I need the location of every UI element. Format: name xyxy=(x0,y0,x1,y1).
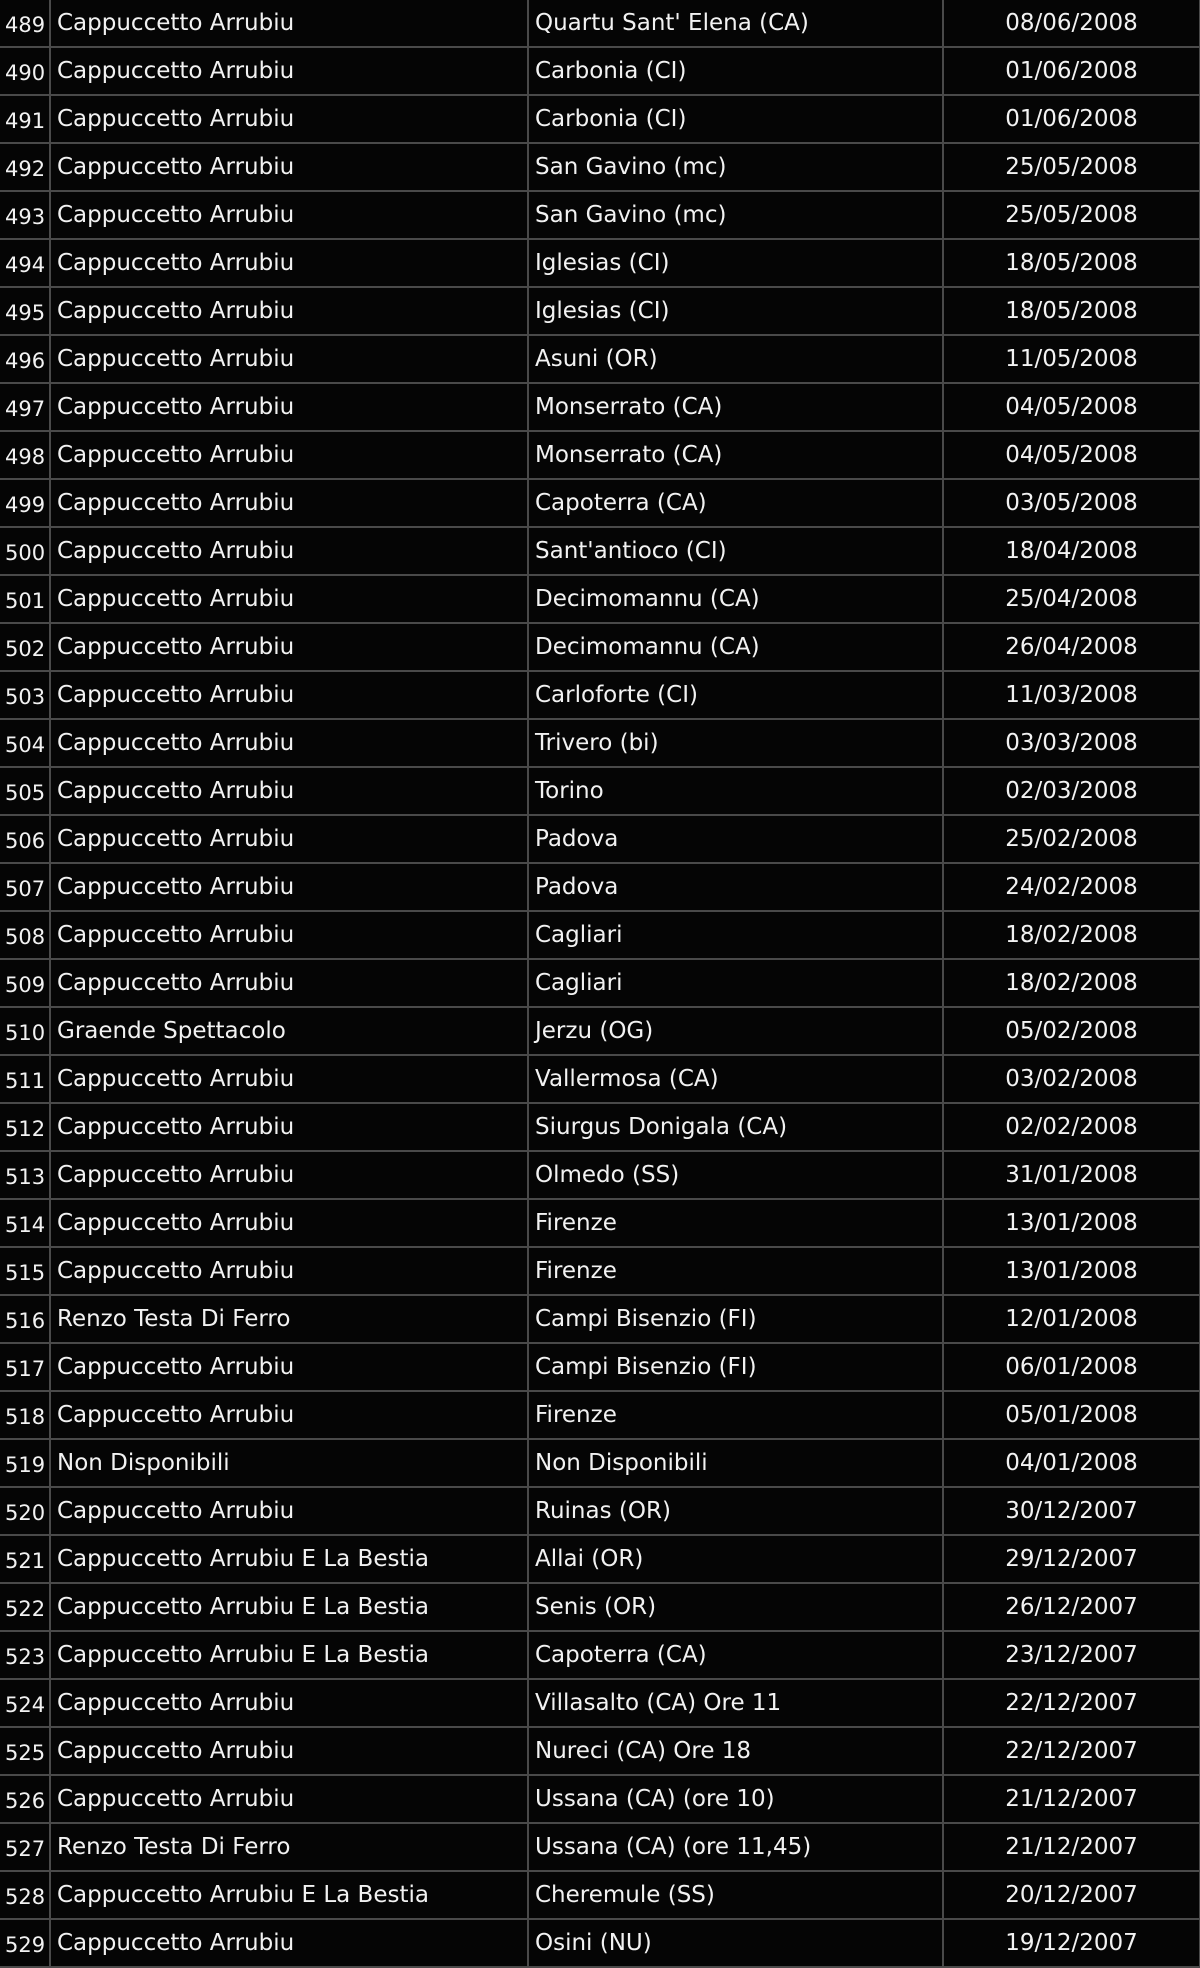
table-row xyxy=(0,959,1200,1007)
show-date: 04/01/2008 xyxy=(943,1439,1200,1487)
show-date: 21/12/2007 xyxy=(943,1775,1200,1823)
show-date: 26/12/2007 xyxy=(943,1583,1200,1631)
show-location: Torino xyxy=(528,767,943,815)
table-row xyxy=(0,1199,1200,1247)
show-date: 05/01/2008 xyxy=(943,1391,1200,1439)
row-number: 524 xyxy=(0,1679,50,1727)
show-title: Cappuccetto Arrubiu xyxy=(50,143,528,191)
row-number: 512 xyxy=(0,1103,50,1151)
row-number: 492 xyxy=(0,143,50,191)
show-location: Sant'antioco (CI) xyxy=(528,527,943,575)
show-date: 01/06/2008 xyxy=(943,95,1200,143)
show-date: 04/05/2008 xyxy=(943,431,1200,479)
show-title: Cappuccetto Arrubiu xyxy=(50,815,528,863)
show-location: Padova xyxy=(528,815,943,863)
table-row xyxy=(0,431,1200,479)
show-title: Cappuccetto Arrubiu xyxy=(50,1247,528,1295)
show-location: Firenze xyxy=(528,1391,943,1439)
row-number: 507 xyxy=(0,863,50,911)
table-row xyxy=(0,479,1200,527)
show-title: Renzo Testa Di Ferro xyxy=(50,1823,528,1871)
table-row xyxy=(0,1775,1200,1823)
show-location: Ruinas (OR) xyxy=(528,1487,943,1535)
show-date: 25/05/2008 xyxy=(943,191,1200,239)
show-title: Cappuccetto Arrubiu xyxy=(50,1487,528,1535)
row-number: 525 xyxy=(0,1727,50,1775)
show-title: Cappuccetto Arrubiu xyxy=(50,959,528,1007)
show-title: Cappuccetto Arrubiu xyxy=(50,431,528,479)
show-location: Campi Bisenzio (FI) xyxy=(528,1295,943,1343)
table-row xyxy=(0,1583,1200,1631)
row-number: 511 xyxy=(0,1055,50,1103)
show-title: Cappuccetto Arrubiu E La Bestia xyxy=(50,1631,528,1679)
show-title: Renzo Testa Di Ferro xyxy=(50,1295,528,1343)
show-title: Non Disponibili xyxy=(50,1439,528,1487)
row-number: 504 xyxy=(0,719,50,767)
table-row xyxy=(0,527,1200,575)
show-date: 22/12/2007 xyxy=(943,1679,1200,1727)
table-row xyxy=(0,623,1200,671)
show-date: 04/05/2008 xyxy=(943,383,1200,431)
show-location: Iglesias (CI) xyxy=(528,287,943,335)
show-title: Cappuccetto Arrubiu E La Bestia xyxy=(50,1535,528,1583)
show-title: Cappuccetto Arrubiu xyxy=(50,1151,528,1199)
show-location: Jerzu (OG) xyxy=(528,1007,943,1055)
table-row xyxy=(0,1247,1200,1295)
row-number: 496 xyxy=(0,335,50,383)
row-number: 529 xyxy=(0,1919,50,1967)
table-row xyxy=(0,1391,1200,1439)
show-date: 22/12/2007 xyxy=(943,1727,1200,1775)
table-row xyxy=(0,383,1200,431)
table-row xyxy=(0,1727,1200,1775)
show-location: Cagliari xyxy=(528,959,943,1007)
row-number: 527 xyxy=(0,1823,50,1871)
table-row xyxy=(0,575,1200,623)
show-location: Campi Bisenzio (FI) xyxy=(528,1343,943,1391)
show-location: Vallermosa (CA) xyxy=(528,1055,943,1103)
table-row xyxy=(0,1151,1200,1199)
show-date: 03/05/2008 xyxy=(943,479,1200,527)
row-number: 516 xyxy=(0,1295,50,1343)
show-location: Firenze xyxy=(528,1199,943,1247)
show-title: Cappuccetto Arrubiu xyxy=(50,1103,528,1151)
row-number: 513 xyxy=(0,1151,50,1199)
show-location: Ussana (CA) (ore 10) xyxy=(528,1775,943,1823)
show-location: Siurgus Donigala (CA) xyxy=(528,1103,943,1151)
table-row xyxy=(0,191,1200,239)
show-date: 25/05/2008 xyxy=(943,143,1200,191)
show-location: Villasalto (CA) Ore 11 xyxy=(528,1679,943,1727)
show-title: Cappuccetto Arrubiu xyxy=(50,191,528,239)
show-location: San Gavino (mc) xyxy=(528,191,943,239)
show-title: Cappuccetto Arrubiu xyxy=(50,1775,528,1823)
show-location: Carloforte (CI) xyxy=(528,671,943,719)
show-date: 30/12/2007 xyxy=(943,1487,1200,1535)
show-title: Cappuccetto Arrubiu xyxy=(50,575,528,623)
show-location: Trivero (bi) xyxy=(528,719,943,767)
show-title: Cappuccetto Arrubiu xyxy=(50,527,528,575)
row-number: 521 xyxy=(0,1535,50,1583)
show-location: Firenze xyxy=(528,1247,943,1295)
show-location: Capoterra (CA) xyxy=(528,1631,943,1679)
table-row xyxy=(0,95,1200,143)
table-row xyxy=(0,239,1200,287)
table-row xyxy=(0,1823,1200,1871)
show-date: 08/06/2008 xyxy=(943,0,1200,47)
table-row xyxy=(0,1679,1200,1727)
show-title: Cappuccetto Arrubiu xyxy=(50,239,528,287)
show-title: Cappuccetto Arrubiu xyxy=(50,95,528,143)
table-row xyxy=(0,719,1200,767)
table-row xyxy=(0,0,1200,47)
show-location: Non Disponibili xyxy=(528,1439,943,1487)
show-location: Olmedo (SS) xyxy=(528,1151,943,1199)
row-number: 515 xyxy=(0,1247,50,1295)
show-title: Cappuccetto Arrubiu xyxy=(50,719,528,767)
row-number: 508 xyxy=(0,911,50,959)
row-number: 517 xyxy=(0,1343,50,1391)
show-location: San Gavino (mc) xyxy=(528,143,943,191)
show-date: 29/12/2007 xyxy=(943,1535,1200,1583)
row-number: 528 xyxy=(0,1871,50,1919)
show-date: 13/01/2008 xyxy=(943,1199,1200,1247)
table-row xyxy=(0,1343,1200,1391)
table-row xyxy=(0,911,1200,959)
show-date: 24/02/2008 xyxy=(943,863,1200,911)
row-number: 498 xyxy=(0,431,50,479)
table-row xyxy=(0,1871,1200,1919)
show-date: 21/12/2007 xyxy=(943,1823,1200,1871)
show-title: Cappuccetto Arrubiu E La Bestia xyxy=(50,1583,528,1631)
show-date: 12/01/2008 xyxy=(943,1295,1200,1343)
show-location: Osini (NU) xyxy=(528,1919,943,1967)
table-row xyxy=(0,1487,1200,1535)
show-title: Cappuccetto Arrubiu xyxy=(50,671,528,719)
show-title: Cappuccetto Arrubiu xyxy=(50,1679,528,1727)
show-location: Monserrato (CA) xyxy=(528,383,943,431)
row-number: 495 xyxy=(0,287,50,335)
table-row xyxy=(0,1295,1200,1343)
show-date: 02/03/2008 xyxy=(943,767,1200,815)
show-location: Capoterra (CA) xyxy=(528,479,943,527)
row-number: 522 xyxy=(0,1583,50,1631)
show-date: 11/03/2008 xyxy=(943,671,1200,719)
table-row xyxy=(0,47,1200,95)
show-date: 13/01/2008 xyxy=(943,1247,1200,1295)
show-location: Carbonia (CI) xyxy=(528,95,943,143)
table-row xyxy=(0,1439,1200,1487)
show-date: 31/01/2008 xyxy=(943,1151,1200,1199)
table-row xyxy=(0,1103,1200,1151)
show-location: Iglesias (CI) xyxy=(528,239,943,287)
show-location: Cagliari xyxy=(528,911,943,959)
show-title: Cappuccetto Arrubiu xyxy=(50,1391,528,1439)
table-row xyxy=(0,143,1200,191)
row-number: 493 xyxy=(0,191,50,239)
row-number: 510 xyxy=(0,1007,50,1055)
show-title: Cappuccetto Arrubiu xyxy=(50,0,528,47)
table-row xyxy=(0,287,1200,335)
row-number: 494 xyxy=(0,239,50,287)
show-title: Cappuccetto Arrubiu xyxy=(50,287,528,335)
show-location: Monserrato (CA) xyxy=(528,431,943,479)
show-title: Cappuccetto Arrubiu xyxy=(50,1343,528,1391)
show-date: 03/03/2008 xyxy=(943,719,1200,767)
table-row xyxy=(0,671,1200,719)
row-number: 509 xyxy=(0,959,50,1007)
show-date: 18/05/2008 xyxy=(943,287,1200,335)
row-number: 499 xyxy=(0,479,50,527)
table-row xyxy=(0,767,1200,815)
row-number: 520 xyxy=(0,1487,50,1535)
table-row xyxy=(0,863,1200,911)
show-title: Graende Spettacolo xyxy=(50,1007,528,1055)
show-title: Cappuccetto Arrubiu xyxy=(50,1919,528,1967)
show-date: 06/01/2008 xyxy=(943,1343,1200,1391)
show-title: Cappuccetto Arrubiu xyxy=(50,1055,528,1103)
show-title: Cappuccetto Arrubiu xyxy=(50,47,528,95)
row-number: 519 xyxy=(0,1439,50,1487)
show-date: 05/02/2008 xyxy=(943,1007,1200,1055)
show-location: Allai (OR) xyxy=(528,1535,943,1583)
show-title: Cappuccetto Arrubiu xyxy=(50,383,528,431)
show-location: Nureci (CA) Ore 18 xyxy=(528,1727,943,1775)
show-date: 18/04/2008 xyxy=(943,527,1200,575)
row-number: 526 xyxy=(0,1775,50,1823)
show-date: 18/02/2008 xyxy=(943,911,1200,959)
row-number: 503 xyxy=(0,671,50,719)
row-number: 491 xyxy=(0,95,50,143)
show-location: Cheremule (SS) xyxy=(528,1871,943,1919)
table-row xyxy=(0,1631,1200,1679)
table-row xyxy=(0,335,1200,383)
row-number: 501 xyxy=(0,575,50,623)
row-number: 497 xyxy=(0,383,50,431)
show-location: Quartu Sant' Elena (CA) xyxy=(528,0,943,47)
row-number: 505 xyxy=(0,767,50,815)
table-row xyxy=(0,1055,1200,1103)
row-number: 489 xyxy=(0,0,50,47)
show-date: 26/04/2008 xyxy=(943,623,1200,671)
table-row xyxy=(0,1007,1200,1055)
row-number: 514 xyxy=(0,1199,50,1247)
show-location: Decimomannu (CA) xyxy=(528,623,943,671)
show-date: 03/02/2008 xyxy=(943,1055,1200,1103)
show-title: Cappuccetto Arrubiu xyxy=(50,1727,528,1775)
show-date: 25/04/2008 xyxy=(943,575,1200,623)
show-date: 02/02/2008 xyxy=(943,1103,1200,1151)
row-number: 523 xyxy=(0,1631,50,1679)
show-location: Padova xyxy=(528,863,943,911)
show-title: Cappuccetto Arrubiu xyxy=(50,911,528,959)
show-location: Carbonia (CI) xyxy=(528,47,943,95)
table-row xyxy=(0,1535,1200,1583)
show-title: Cappuccetto Arrubiu xyxy=(50,335,528,383)
show-title: Cappuccetto Arrubiu xyxy=(50,1199,528,1247)
row-number: 518 xyxy=(0,1391,50,1439)
show-date: 18/05/2008 xyxy=(943,239,1200,287)
row-number: 500 xyxy=(0,527,50,575)
show-location: Asuni (OR) xyxy=(528,335,943,383)
row-number: 490 xyxy=(0,47,50,95)
show-date: 25/02/2008 xyxy=(943,815,1200,863)
show-date: 01/06/2008 xyxy=(943,47,1200,95)
show-date: 23/12/2007 xyxy=(943,1631,1200,1679)
show-title: Cappuccetto Arrubiu xyxy=(50,479,528,527)
table-row xyxy=(0,815,1200,863)
show-date: 18/02/2008 xyxy=(943,959,1200,1007)
show-title: Cappuccetto Arrubiu xyxy=(50,767,528,815)
show-location: Senis (OR) xyxy=(528,1583,943,1631)
show-date: 11/05/2008 xyxy=(943,335,1200,383)
show-location: Ussana (CA) (ore 11,45) xyxy=(528,1823,943,1871)
row-number: 502 xyxy=(0,623,50,671)
show-title: Cappuccetto Arrubiu xyxy=(50,863,528,911)
row-number: 506 xyxy=(0,815,50,863)
show-title: Cappuccetto Arrubiu xyxy=(50,623,528,671)
table-row xyxy=(0,1919,1200,1967)
show-date: 20/12/2007 xyxy=(943,1871,1200,1919)
show-location: Decimomannu (CA) xyxy=(528,575,943,623)
show-title: Cappuccetto Arrubiu E La Bestia xyxy=(50,1871,528,1919)
show-date: 19/12/2007 xyxy=(943,1919,1200,1967)
